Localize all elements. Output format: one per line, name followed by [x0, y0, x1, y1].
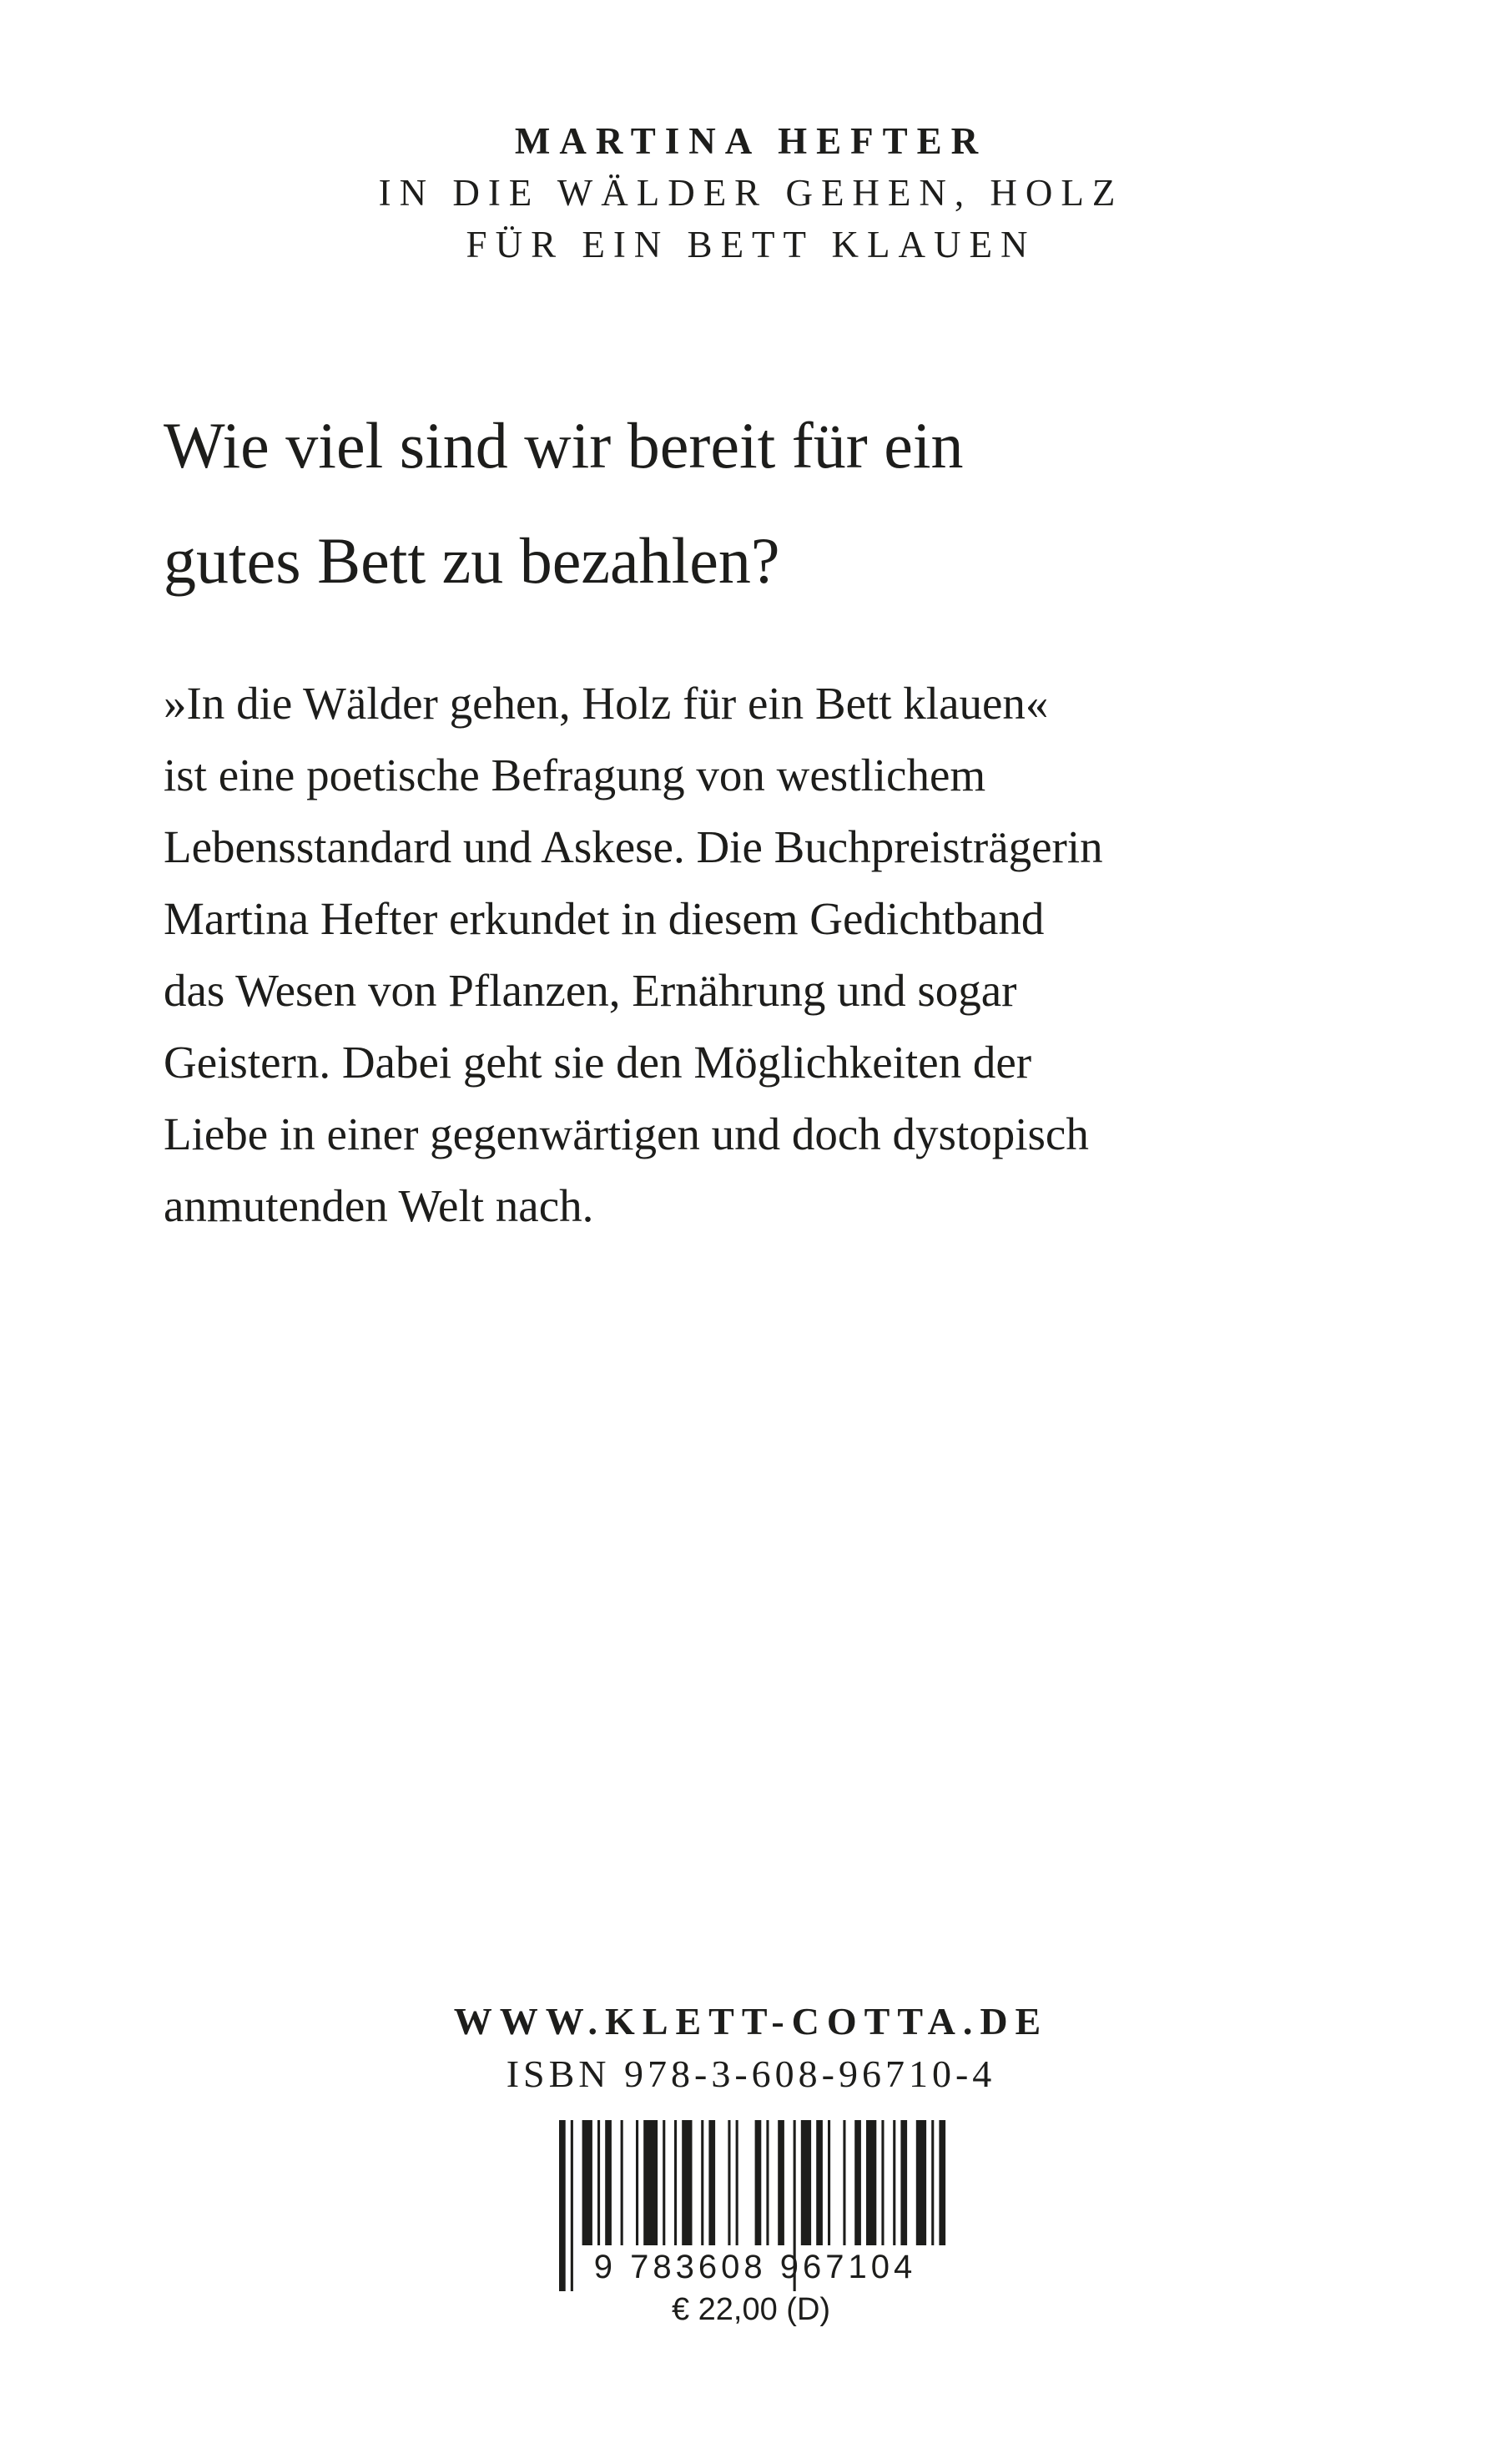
blurb-line-8: anmutenden Welt nach. — [164, 1180, 594, 1231]
blurb-line-3: Lebensstandard und Askese. Die Buchpreisträgerin — [164, 821, 1103, 872]
headline — [164, 388, 1332, 619]
barcode-digits: 9 783608 967104 — [593, 2249, 917, 2285]
barcode-bar — [728, 2120, 730, 2245]
barcode-bar — [801, 2120, 811, 2245]
blurb-line-6: Geistern. Dabei geht sie den Möglichkeiten der — [164, 1037, 1032, 1088]
barcode-bar — [900, 2120, 907, 2245]
barcode-bar — [636, 2120, 638, 2245]
headline-line-1: Wie viel sind wir bereit für ein — [164, 409, 964, 482]
blurb-line-5: das Wesen von Pflanzen, Ernährung und sogar — [164, 965, 1017, 1016]
barcode-bar — [582, 2120, 592, 2245]
barcode-bar — [854, 2120, 861, 2245]
barcode-bar — [893, 2120, 895, 2245]
cover-footer — [0, 1995, 1502, 2100]
cover-header — [0, 115, 1502, 270]
barcode-bar — [643, 2120, 658, 2245]
author-name: MARTINA HEFTER — [514, 120, 988, 162]
barcode-bar — [939, 2120, 945, 2245]
blurb-line-2: ist eine poetische Befragung von westlichem — [164, 750, 986, 800]
barcode-bar — [828, 2120, 830, 2245]
barcode-bar — [701, 2120, 703, 2245]
blurb-line-7: Liebe in einer gegenwärtigen und doch dystopisch — [164, 1108, 1089, 1159]
barcode-bar — [674, 2120, 677, 2245]
blurb-text — [164, 668, 1373, 1242]
barcode-bar — [597, 2120, 600, 2245]
barcode-bar — [755, 2120, 762, 2245]
barcode-bar — [866, 2120, 876, 2245]
barcode-bar — [682, 2120, 692, 2245]
isbn-label: ISBN 978-3-608-96710-4 — [506, 2052, 996, 2095]
barcode-bar — [916, 2120, 926, 2245]
price-label: € 22,00 (D) — [671, 2292, 831, 2327]
barcode-bar — [621, 2120, 623, 2245]
barcode-bar — [778, 2120, 784, 2245]
barcode-bar — [663, 2120, 665, 2245]
barcode-bar — [605, 2120, 612, 2245]
barcode-bar — [931, 2120, 934, 2245]
headline-line-2: gutes Bett zu bezahlen? — [164, 524, 780, 597]
publisher-website: WWW.KLETT-COTTA.DE — [453, 2000, 1049, 2042]
barcode-bar — [736, 2120, 738, 2245]
blurb-line-4: Martina Hefter erkundet in diesem Gedichtband — [164, 893, 1045, 944]
book-title-line-2: FÜR EIN BETT KLAUEN — [466, 224, 1036, 265]
barcode-bar — [766, 2120, 769, 2245]
barcode-bar — [881, 2120, 884, 2245]
blurb-line-1: »In die Wälder gehen, Holz für ein Bett klauen« — [164, 678, 1049, 729]
barcode-bar — [816, 2120, 823, 2245]
barcode-bar — [708, 2120, 715, 2245]
book-title-line-1: IN DIE WÄLDER GEHEN, HOLZ — [378, 172, 1124, 214]
barcode-bar — [843, 2120, 845, 2245]
